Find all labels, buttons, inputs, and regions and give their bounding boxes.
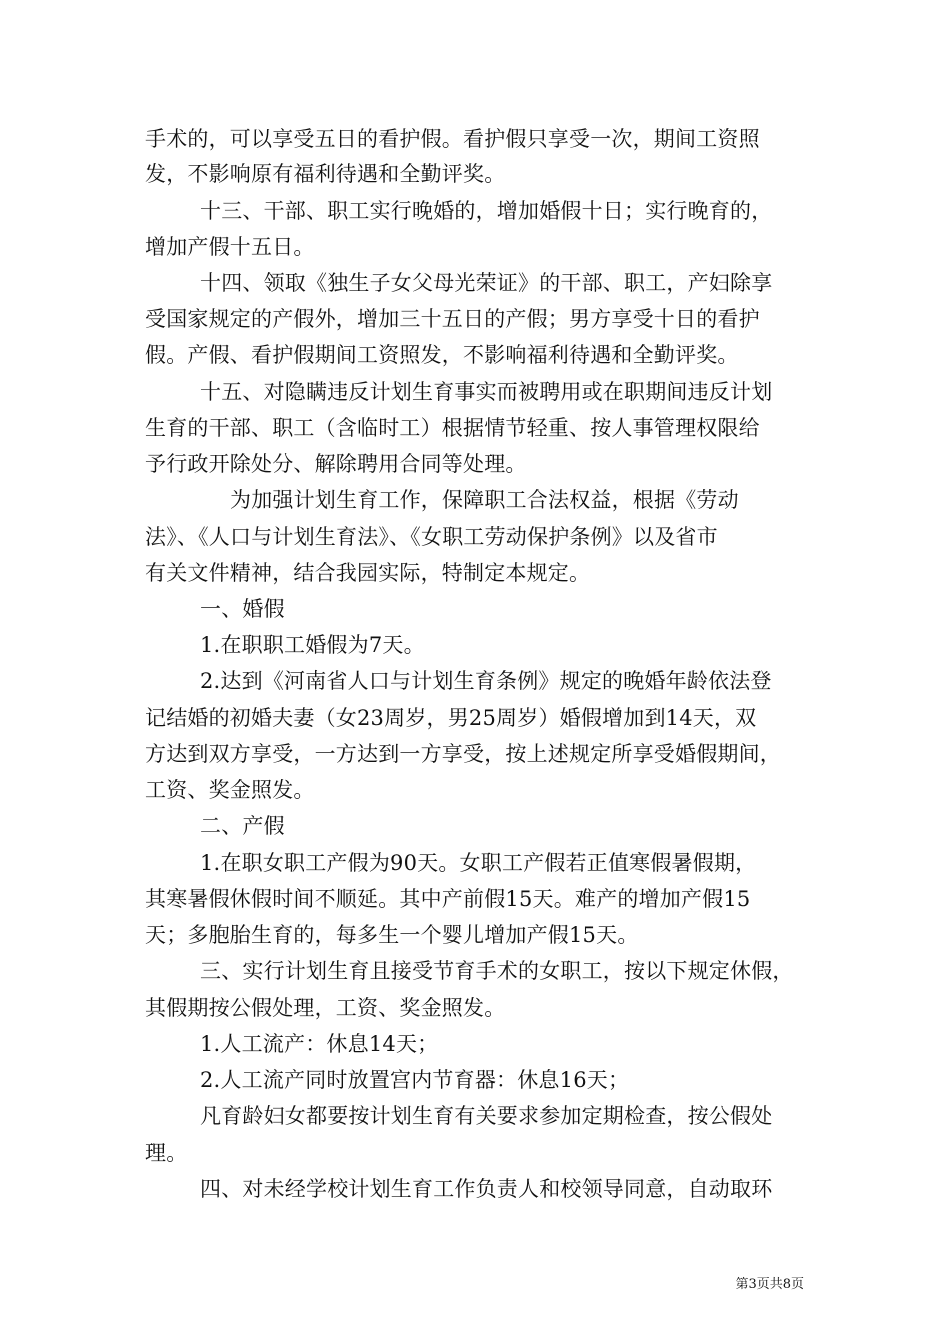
page-number: 第3页共8页 bbox=[735, 1277, 804, 1292]
text-line: 受国家规定的产假外，增加三十五日的产假；男方享受十日的看护 bbox=[145, 307, 760, 331]
text-line: 其寒暑假休假时间不顺延。其中产前假15天。难产的增加产假15 bbox=[145, 887, 751, 911]
text-line: 为加强计划生育工作，保障职工合法权益，根据《劳动 bbox=[230, 488, 739, 512]
text-line: 十四、领取《独生子女父母光荣证》的干部、职工，产妇除享 bbox=[200, 271, 773, 295]
text-line: 凡育龄妇女都要按计划生育有关要求参加定期检查，按公假处 bbox=[200, 1104, 773, 1128]
text-line: 予行政开除处分、解除聘用合同等处理。 bbox=[145, 452, 527, 476]
text-line: 1.在职职工婚假为7天。 bbox=[200, 633, 425, 657]
text-line: 生育的干部、职工（含临时工）根据情节轻重、按人事管理权限给 bbox=[145, 416, 760, 440]
text-line: 假。产假、看护假期间工资照发，不影响福利待遇和全勤评奖。 bbox=[145, 343, 739, 367]
text-line: 天；多胞胎生育的，每多生一个婴儿增加产假15天。 bbox=[145, 923, 639, 947]
text-line: 四、对未经学校计划生育工作负责人和校领导同意，自动取环 bbox=[200, 1177, 773, 1201]
text-line: 手术的，可以享受五日的看护假。看护假只享受一次，期间工资照 bbox=[145, 127, 760, 151]
text-line: 二、产假 bbox=[200, 814, 285, 838]
text-line: 增加产假十五日。 bbox=[145, 235, 315, 259]
text-line: 有关文件精神，结合我园实际，特制定本规定。 bbox=[145, 561, 591, 585]
text-line: 1.人工流产：休息14天； bbox=[200, 1032, 439, 1056]
text-line: 三、实行计划生育且接受节育手术的女职工，按以下规定休假， bbox=[200, 959, 794, 983]
text-line: 2.人工流产同时放置宫内节育器：休息16天； bbox=[200, 1068, 630, 1092]
text-line: 其假期按公假处理，工资、奖金照发。 bbox=[145, 996, 506, 1020]
text-line: 法》、《人口与计划生育法》、《女职工劳动保护条例》以及省市 bbox=[145, 525, 718, 549]
text-line: 记结婚的初婚夫妻（女23周岁，男25周岁）婚假增加到14天，双 bbox=[145, 706, 757, 730]
text-line: 一、婚假 bbox=[200, 597, 285, 621]
text-line: 发，不影响原有福利待遇和全勤评奖。 bbox=[145, 162, 506, 186]
text-line: 2.达到《河南省人口与计划生育条例》规定的晚婚年龄依法登 bbox=[200, 669, 772, 693]
text-line: 方达到双方享受，一方达到一方享受，按上述规定所享受婚假期间， bbox=[145, 742, 781, 766]
text-line: 1.在职女职工产假为90天。女职工产假若正值寒假暑假期， bbox=[200, 851, 757, 875]
text-line: 理。 bbox=[145, 1141, 188, 1165]
text-line: 十五、对隐瞒违反计划生育事实而被聘用或在职期间违反计划 bbox=[200, 380, 773, 404]
text-line: 十三、干部、职工实行晚婚的，增加婚假十日；实行晚育的， bbox=[200, 199, 773, 223]
text-line: 工资、奖金照发。 bbox=[145, 778, 315, 802]
